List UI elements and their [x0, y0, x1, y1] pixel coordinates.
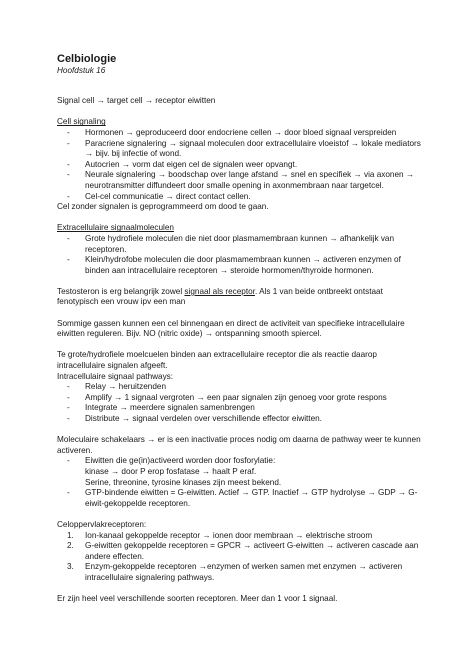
pathways-heading: Intracellulaire signaal pathways:: [57, 371, 174, 381]
list-number: 3.: [67, 562, 74, 572]
list-item: - Relay → heruitzenden: [57, 382, 422, 393]
document-body: [57, 53, 422, 605]
paragraph: Te grote/hydrofiele moelcuelen binden aan extracellulaire receptor die als reactie daarop intracellulaire signalen afgeeft.: [57, 350, 377, 371]
list-item: - Hormonen → geproduceerd door endocriene cellen → door bloed signaal verspreiden: [57, 128, 422, 139]
cell-signaling-list: [57, 128, 422, 202]
list-item: [57, 531, 422, 542]
underlined-text: signaal als receptor: [184, 286, 255, 296]
section-heading-cell-signaling: Cell signaling: [57, 117, 106, 127]
list-number: 2.: [67, 541, 74, 551]
list-item-text: Ion-kanaal gekoppelde receptor → ionen door membraan → elektrische stroom: [85, 530, 373, 540]
list-item-text: G-eiwitten gekoppelde receptoren = GPCR → activeert G-eiwitten → activeren cascade aan andere effecten.: [85, 541, 419, 561]
list-item-line: - Eiwitten die ge(in)activeerd worden door fosforylatie:: [85, 456, 276, 466]
list-item: [57, 562, 422, 583]
closing-paragraph: Er zijn heel veel verschillende soorten receptoren. Meer dan 1 voor 1 signaal.: [57, 594, 338, 604]
paragraph: Moleculaire schakelaars → er is een inactivatie proces nodig om daarna de pathway weer te kunnen activeren.: [57, 435, 421, 455]
receptor-list: [57, 531, 422, 584]
list-item: - GTP-bindende eiwitten = G-eiwitten. Actief → GTP. Inactief → GTP hydrolyse → GDP → G-eiwit-gekoppelde receptoren.: [57, 488, 422, 509]
extracellular-list: [57, 234, 422, 276]
section-heading-celoppervlak: Celoppervlakreceptoren:: [57, 519, 147, 529]
list-item: - Grote hydrofiele moleculen die niet door plasmamembraan kunnen → afhankelijk van receptoren.: [57, 234, 422, 255]
list-item-line: kinase → door P erop fosfatase → haalt P eraf.: [85, 466, 257, 476]
list-item: - Neurale signalering → boodschap over lange afstand → snel en specifiek → via axonen → neurotransmitter diffundeert door smalle opening in axonmembraan naar targetcel.: [57, 170, 422, 191]
list-item: - Amplify → 1 signaal vergroten → een paar signalen zijn genoeg voor grote respons: [57, 393, 422, 404]
paragraph-testosteron: [57, 287, 422, 308]
document-title: Celbiologie: [57, 53, 117, 65]
pathways-list: [57, 382, 422, 424]
paragraph: Sommige gassen kunnen een cel binnengaan en direct de activiteit van specifieke intracellulaire eiwitten reguleren. Bijv. NO (nitric oxide) → ontspanning smooth spiercel.: [57, 318, 405, 339]
list-item: [57, 456, 422, 488]
text-span: . Als 1 van beide ontbreekt ontstaat fenotypisch een vrouw ipv een man: [57, 286, 383, 307]
intro-line: Signal cell → target cell → receptor eiwitten: [57, 96, 216, 106]
list-item: - Integrate → meerdere signalen samenbrengen: [57, 403, 422, 414]
schakelaars-list: [57, 456, 422, 509]
list-item: - Klein/hydrofobe moleculen die door plasmamembraan kunnen → activeren enzymen of binden aan intracellulaire receptoren → steroide hormomen/thyroide hormonen.: [57, 255, 422, 276]
paragraph: Cel zonder signalen is geprogrammeerd om dood te gaan.: [57, 202, 269, 212]
list-item-text: Enzym-gekoppelde receptoren →enzymen of werken samen met enzymen → activeren intracellulaire signalering pathways.: [85, 562, 403, 582]
list-item: - Distribute → signaal verdelen over verschillende effector eiwitten.: [57, 414, 422, 425]
list-item: - Autocrien → vorm dat eigen cel de signalen weer opvangt.: [57, 160, 422, 171]
list-item-line: Serine, threonine, tyrosine kinases zijn meest bekend.: [85, 477, 282, 487]
list-item: - Paracriene signalering → signaal moleculen door extracellulaire vloeistof → lokale mediators → bijv. bij infectie of wond.: [57, 139, 422, 160]
text-span: Testosteron is erg belangrijk zowel: [57, 286, 185, 296]
list-item: [57, 541, 422, 562]
list-item: - Cel-cel communicatie → direct contact cellen.: [57, 192, 422, 203]
document-subtitle: Hoofdstuk 16: [57, 66, 106, 75]
section-heading-extracellular: Extracellulaire signaalmoleculen: [57, 223, 174, 233]
list-number: 1.: [67, 530, 74, 540]
